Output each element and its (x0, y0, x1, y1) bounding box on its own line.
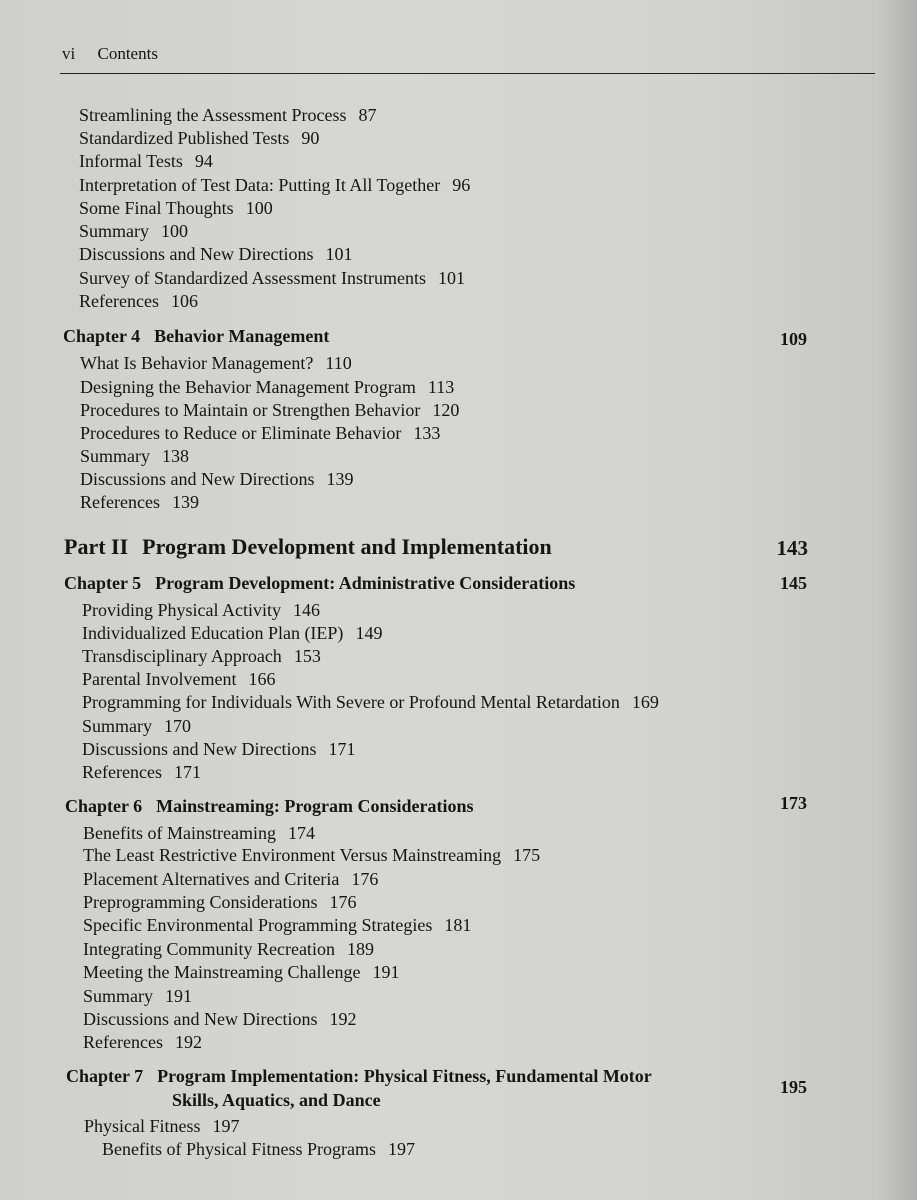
part-page-number: 143 (776, 536, 808, 560)
toc-entry[interactable]: Some Final Thoughts 100 (79, 198, 273, 218)
toc-entry[interactable]: Informal Tests 94 (79, 151, 213, 171)
toc-entry[interactable]: Survey of Standardized Assessment Instruments 101 (79, 268, 465, 288)
part-heading[interactable]: Part II Program Development and Implementation (64, 534, 552, 559)
toc-entry[interactable]: Standardized Published Tests 90 (79, 128, 320, 148)
toc-entry[interactable]: Specific Environmental Programming Strategies 181 (83, 915, 472, 935)
toc-entry[interactable]: Designing the Behavior Management Program 113 (80, 377, 455, 397)
toc-entry[interactable]: The Least Restrictive Environment Versus Mainstreaming 175 (83, 845, 541, 865)
toc-entry[interactable]: Summary 100 (79, 221, 188, 241)
toc-entry[interactable]: What Is Behavior Management? 110 (80, 353, 352, 373)
toc-entry[interactable]: References 106 (79, 291, 198, 311)
running-title: Contents (97, 44, 158, 63)
toc-entry[interactable]: Procedures to Maintain or Strengthen Behavior 120 (80, 400, 460, 420)
toc-entry[interactable]: References 171 (82, 762, 201, 782)
toc-entry[interactable]: Individualized Education Plan (IEP) 149 (82, 623, 383, 643)
toc-entry[interactable]: Transdisciplinary Approach 153 (82, 646, 321, 666)
toc-entry[interactable]: References 139 (80, 492, 199, 512)
toc-entry[interactable]: Procedures to Reduce or Eliminate Behavior 133 (80, 423, 441, 443)
toc-entry[interactable]: Physical Fitness 197 (84, 1116, 240, 1136)
toc-entry[interactable]: Summary 191 (83, 986, 192, 1006)
toc-entry[interactable]: Streamlining the Assessment Process 87 (79, 105, 377, 125)
chapter-heading[interactable]: Chapter 6 Mainstreaming: Program Considerations (65, 796, 474, 816)
page-folio: vi (62, 44, 76, 63)
chapter-heading[interactable]: Chapter 5 Program Development: Administrative Considerations (64, 573, 576, 593)
toc-entry[interactable]: Discussions and New Directions 139 (80, 469, 354, 489)
chapter-page-number: 145 (780, 573, 807, 593)
toc-subentry[interactable]: Benefits of Physical Fitness Programs 197 (102, 1139, 415, 1159)
toc-entry[interactable]: Parental Involvement 166 (82, 669, 276, 689)
chapter-page-number: 173 (780, 793, 807, 813)
chapter-page-number: 109 (780, 329, 807, 349)
toc-entry[interactable]: Integrating Community Recreation 189 (83, 939, 374, 959)
running-header (62, 44, 158, 64)
toc-entry[interactable]: Discussions and New Directions 192 (83, 1009, 357, 1029)
toc-entry[interactable]: Interpretation of Test Data: Putting It All Together 96 (79, 175, 471, 195)
toc-entry[interactable]: Placement Alternatives and Criteria 176 (83, 869, 379, 889)
toc-entry[interactable]: Discussions and New Directions 101 (79, 244, 353, 264)
page-edge-shadow (877, 0, 917, 1200)
toc-entry[interactable]: Summary 170 (82, 716, 191, 736)
chapter-heading[interactable]: Chapter 4 Behavior Management (63, 326, 330, 346)
toc-entry[interactable]: Programming for Individuals With Severe or Profound Mental Retardation 169 (82, 692, 659, 712)
toc-entry[interactable]: Providing Physical Activity 146 (82, 600, 321, 620)
chapter-page-number: 195 (780, 1077, 807, 1097)
toc-entry[interactable]: Preprogramming Considerations 176 (83, 892, 357, 912)
toc-entry[interactable]: Benefits of Mainstreaming 174 (83, 823, 315, 843)
header-rule (60, 73, 875, 74)
chapter-heading[interactable]: Chapter 7 Program Implementation: Physical Fitness, Fundamental Motor Skills, Aquatics, and Dance (66, 1066, 652, 1110)
toc-entry[interactable]: References 192 (83, 1032, 202, 1052)
toc-entry[interactable]: Summary 138 (80, 446, 189, 466)
toc-entry[interactable]: Meeting the Mainstreaming Challenge 191 (83, 962, 400, 982)
toc-entry[interactable]: Discussions and New Directions 171 (82, 739, 356, 759)
